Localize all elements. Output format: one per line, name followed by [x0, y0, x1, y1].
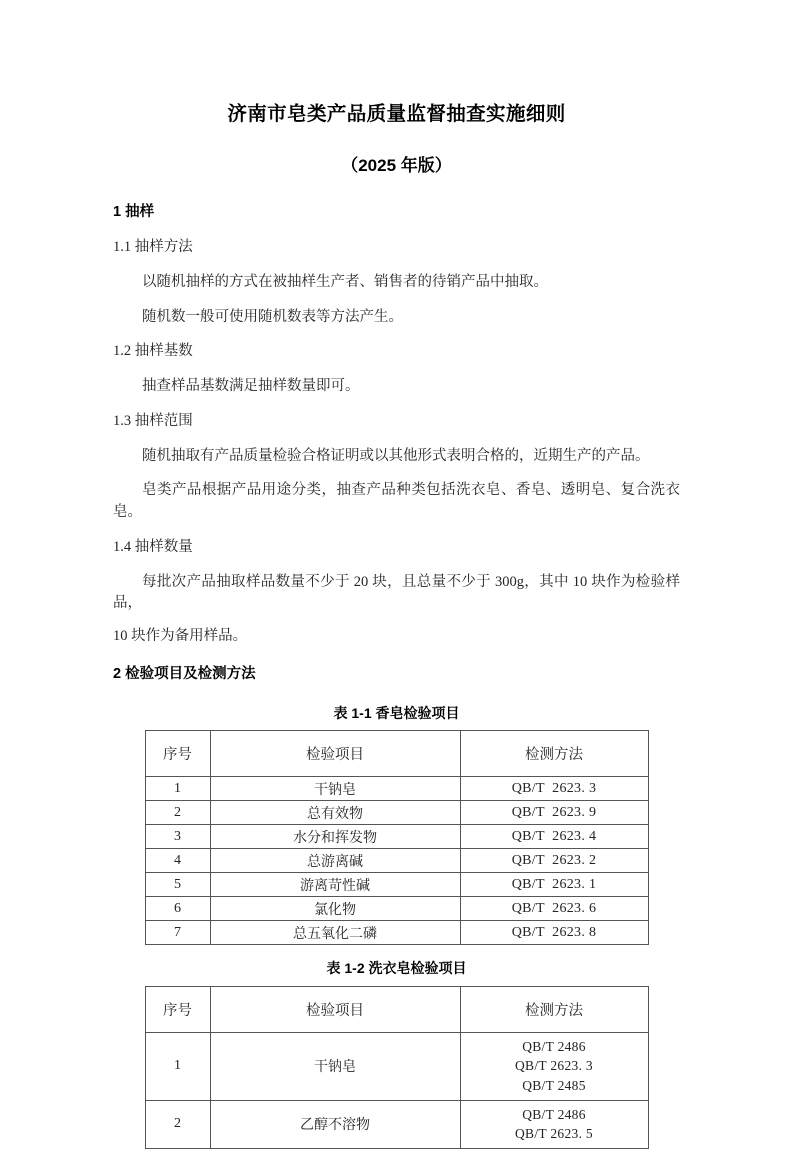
cell-no: 6: [145, 897, 210, 921]
method-line: QB/T 2485: [522, 1078, 586, 1093]
paragraph: 每批次产品抽取样品数量不少于 20 块，且总量不少于 300g，其中 10 块作为检验样品，: [113, 573, 680, 612]
cell-item: 干钠皂: [210, 1032, 460, 1100]
cell-no: 2: [145, 801, 210, 825]
page-subtitle: （2025 年版）: [341, 156, 452, 176]
cell-item: 游离苛性碱: [210, 873, 460, 897]
table-laundry-soap-inspection-items: [145, 986, 649, 1149]
section-heading-2: 2 检验项目及检测方法: [113, 665, 256, 682]
section-heading-1: 1 抽样: [113, 204, 155, 221]
cell-method: [460, 1100, 648, 1148]
column-header-no: 序号: [145, 731, 210, 777]
column-header-item: 检验项目: [210, 986, 460, 1032]
method-line: QB/T 2486: [522, 1106, 586, 1122]
cell-method: QB/T 2623. 3: [460, 777, 648, 801]
cell-method: QB/T 2623. 4: [460, 825, 648, 849]
column-header-no: 序号: [145, 986, 210, 1032]
page-title: 济南市皂类产品质量监督抽查实施细则: [227, 103, 566, 125]
subsection-heading-1-2: 1.2 抽样基数: [113, 343, 193, 360]
cell-no: 7: [145, 921, 210, 945]
cell-no: 5: [145, 873, 210, 897]
paragraph: 随机数一般可使用随机数表等方法产生。: [142, 308, 403, 325]
paragraph: 皂类产品根据产品用途分类，抽查产品种类包括洗衣皂、香皂、透明皂、复合洗衣皂。: [113, 482, 680, 521]
cell-item: 总五氧化二磷: [210, 921, 460, 945]
column-header-item: 检验项目: [210, 731, 460, 777]
cell-method: QB/T 2623. 1: [460, 873, 648, 897]
cell-item: 乙醇不溶物: [210, 1100, 460, 1148]
table-row: [145, 873, 648, 897]
document-body: [113, 0, 680, 1149]
table-header-row: [145, 731, 648, 777]
cell-item: 水分和挥发物: [210, 825, 460, 849]
paragraph: 以随机抽样的方式在被抽样生产者、销售者的待销产品中抽取。: [142, 273, 548, 290]
table-row: [145, 1100, 648, 1148]
cell-item: 干钠皂: [210, 777, 460, 801]
cell-method: [460, 1032, 648, 1100]
cell-method: QB/T 2623. 2: [460, 849, 648, 873]
cell-no: 1: [145, 1032, 210, 1100]
subsection-heading-1-3: 1.3 抽样范围: [113, 412, 193, 429]
paragraph: 10 块作为备用样品。: [113, 628, 248, 645]
table-row: [145, 1032, 648, 1100]
cell-method: QB/T 2623. 8: [460, 921, 648, 945]
table-caption-1-1: 表 1-1 香皂检验项目: [333, 704, 460, 721]
table-row: [145, 777, 648, 801]
cell-no: 1: [145, 777, 210, 801]
paragraph: 随机抽取有产品质量检验合格证明或以其他形式表明合格的，近期生产的产品。: [142, 447, 650, 464]
paragraph: 抽查样品基数满足抽样数量即可。: [142, 378, 360, 395]
column-header-method: 检测方法: [460, 731, 648, 777]
method-line: QB/T 2623. 5: [515, 1126, 593, 1142]
table-header-row: [145, 986, 648, 1032]
table-caption-1-2: 表 1-2 洗衣皂检验项目: [326, 960, 467, 977]
subsection-heading-1-4: 1.4 抽样数量: [113, 538, 193, 555]
table-row: [145, 801, 648, 825]
method-line: QB/T 2623. 3: [515, 1058, 593, 1074]
cell-method: QB/T 2623. 9: [460, 801, 648, 825]
table-row: [145, 921, 648, 945]
table-soap-inspection-items: [145, 730, 649, 945]
cell-no: 4: [145, 849, 210, 873]
column-header-method: 检测方法: [460, 986, 648, 1032]
method-line: QB/T 2486: [522, 1038, 586, 1054]
cell-item: 总游离碱: [210, 849, 460, 873]
table-row: [145, 849, 648, 873]
cell-item: 总有效物: [210, 801, 460, 825]
table-row: [145, 897, 648, 921]
subsection-heading-1-1: 1.1 抽样方法: [113, 239, 193, 256]
cell-item: 氯化物: [210, 897, 460, 921]
cell-no: 2: [145, 1100, 210, 1148]
table-row: [145, 825, 648, 849]
cell-method: QB/T 2623. 6: [460, 897, 648, 921]
cell-no: 3: [145, 825, 210, 849]
